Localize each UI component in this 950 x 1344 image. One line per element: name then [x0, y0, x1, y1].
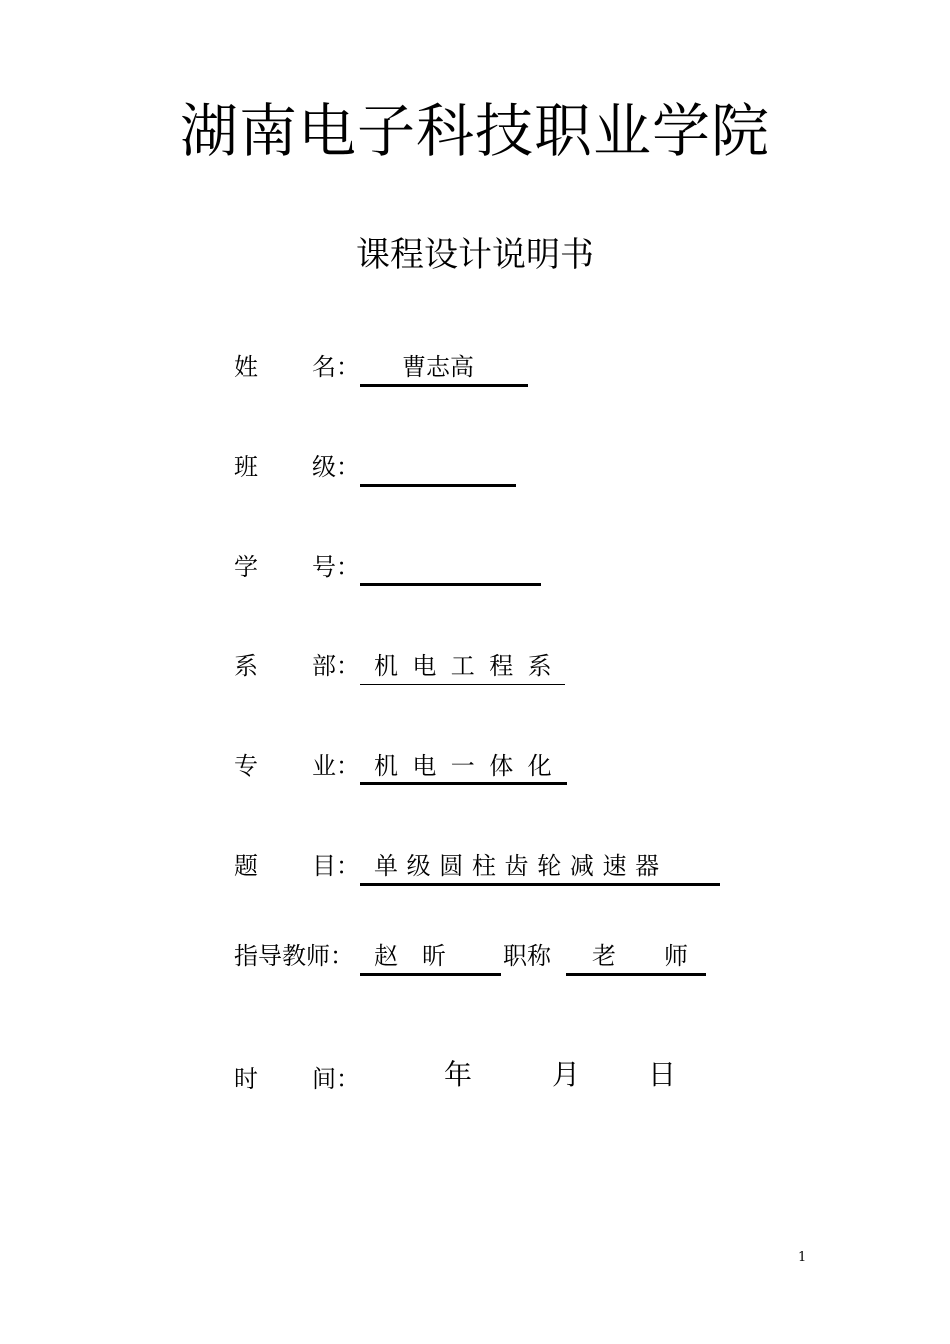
class-label-first: 班	[234, 453, 258, 481]
date-month: 月	[552, 1058, 581, 1091]
advisor-label: 指导教师：	[234, 942, 354, 970]
page-number: 1	[798, 1250, 807, 1265]
date-year: 年	[444, 1058, 473, 1091]
class-underline	[360, 484, 516, 487]
department-label-first: 系	[234, 652, 258, 680]
institution-title: 湖南电子科技职业学院	[179, 97, 770, 165]
job-title-value: 老 师	[592, 942, 688, 970]
student-id-label-second: 号：	[312, 553, 360, 581]
advisor-value: 赵 昕	[374, 942, 446, 970]
topic-label-first: 题	[234, 852, 258, 880]
job-title-label: 职称	[503, 942, 551, 970]
department-label-second: 部：	[312, 652, 360, 680]
major-underline	[360, 782, 567, 785]
name-underline	[360, 384, 528, 387]
department-value: 机电工程系	[374, 652, 566, 680]
department-underline	[360, 684, 565, 685]
date-label-first: 时	[234, 1065, 258, 1093]
class-label-second: 级：	[312, 453, 360, 481]
major-value: 机电一体化	[374, 752, 566, 780]
topic-underline	[360, 883, 720, 886]
name-label-second: 名：	[312, 353, 360, 381]
date-label-second: 间：	[312, 1065, 360, 1093]
document-title: 课程设计说明书	[356, 235, 594, 275]
job-title-underline	[566, 973, 706, 976]
student-id-label-first: 学	[234, 553, 258, 581]
student-id-underline	[360, 583, 541, 586]
major-label-second: 业：	[312, 752, 360, 780]
advisor-underline	[360, 973, 501, 976]
topic-value: 单级圆柱齿轮减速器	[374, 852, 668, 880]
date-day: 日	[648, 1058, 677, 1091]
topic-label-second: 目：	[312, 852, 360, 880]
name-value: 曹志高	[402, 353, 474, 381]
major-label-first: 专	[234, 752, 258, 780]
name-label-first: 姓	[234, 353, 258, 381]
